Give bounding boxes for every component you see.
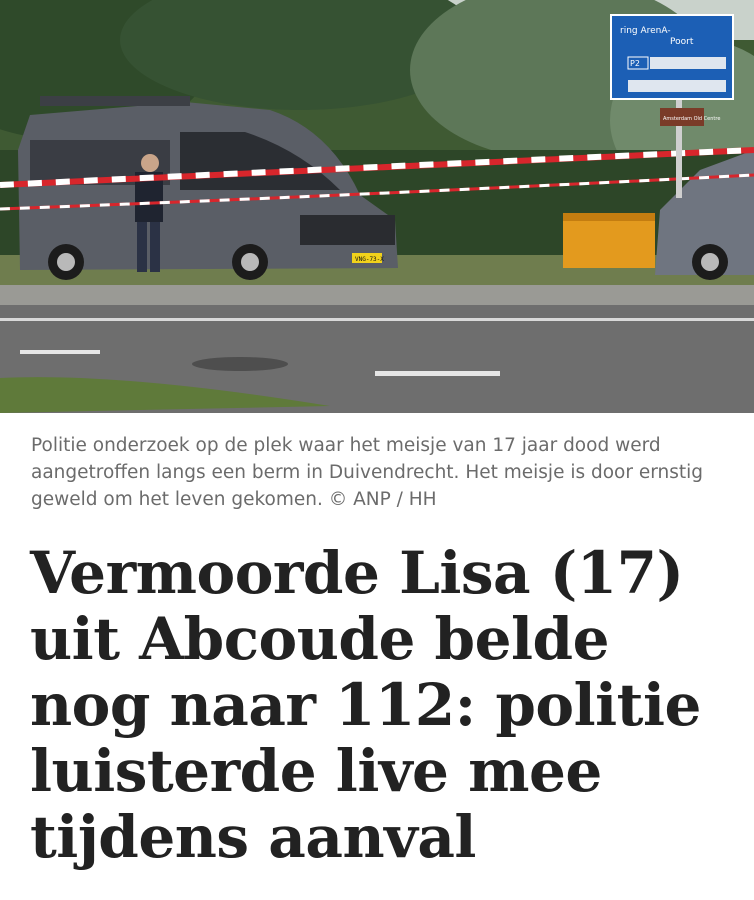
plate-text: VNG-73-X xyxy=(355,256,384,263)
road-marking xyxy=(20,350,100,354)
manhole-cover xyxy=(192,357,288,371)
sign-text: P2 xyxy=(630,59,640,68)
article-headline: Vermoorde Lisa (17) uit Abcoude belde nog naar 112: politie luisterde live mee tijdens aanval xyxy=(30,539,701,871)
road-marking xyxy=(375,371,500,376)
news-photo xyxy=(0,0,754,413)
roof-rack xyxy=(40,96,190,106)
sign-text: ring ArenA- xyxy=(620,26,671,36)
sign-text: Poort xyxy=(670,37,694,47)
utility-box xyxy=(563,213,655,268)
photo-caption: Politie onderzoek op de plek waar het meisje van 17 jaar dood werd aangetroffen langs een berm in Duivendrecht. Het meisje is door ernstig geweld om het leven gekomen. © ANP / HH xyxy=(31,435,704,510)
curb xyxy=(0,285,754,307)
svg-text:Amsterdam Old Centre: Amsterdam Old Centre xyxy=(663,116,721,122)
road-edge-line xyxy=(0,318,754,321)
grille xyxy=(300,215,395,245)
